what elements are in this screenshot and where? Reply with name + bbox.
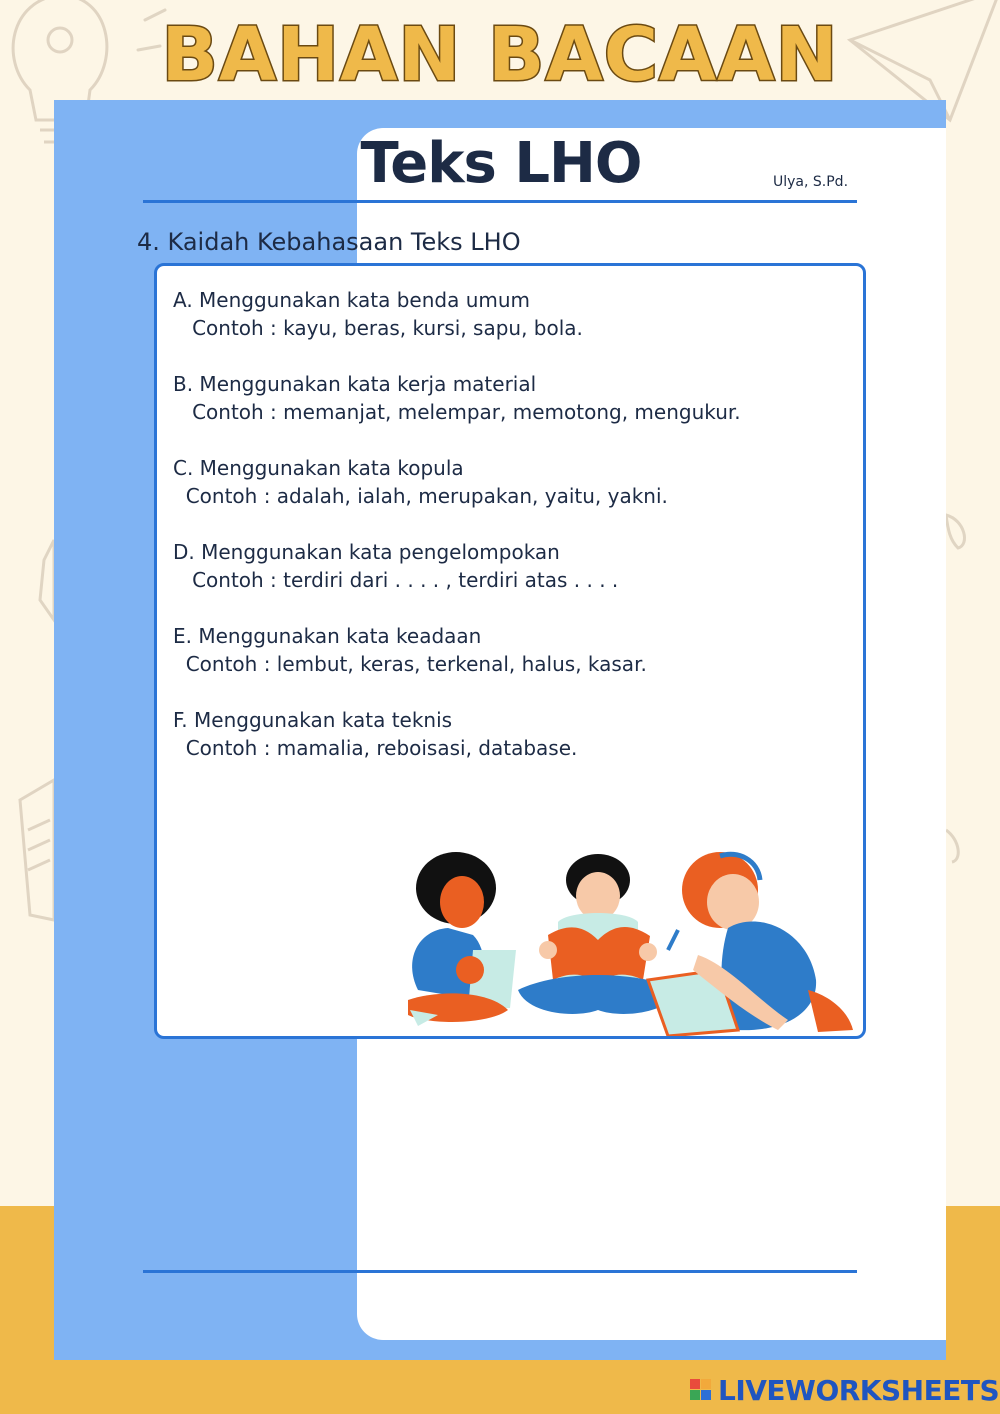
item-label: F. Menggunakan kata teknis [173, 708, 453, 732]
list-item [173, 454, 668, 510]
item-label: B. Menggunakan kata kerja material [173, 372, 537, 396]
book-icon [20, 780, 54, 920]
footer-divider [143, 1270, 857, 1273]
banner-title-text: BAHAN BACAAN [161, 12, 839, 98]
page-title: Teks LHO [360, 131, 642, 196]
liveworksheets-logo[interactable] [690, 1370, 999, 1410]
title-divider [143, 200, 857, 203]
child-left [408, 852, 516, 1026]
list-item [173, 370, 741, 426]
child-right [648, 852, 853, 1036]
list-item [173, 706, 577, 762]
section-heading: 4. Kaidah Kebahasaan Teks LHO [137, 228, 521, 256]
list-item [173, 622, 647, 678]
item-example: Contoh : adalah, ialah, merupakan, yaitu, yakni. [173, 484, 668, 508]
item-example: Contoh : memanjat, melempar, memotong, mengukur. [173, 400, 741, 424]
item-example: Contoh : kayu, beras, kursi, sapu, bola. [173, 316, 583, 340]
children-reading-illustration [398, 840, 858, 1036]
item-label: A. Menggunakan kata benda umum [173, 288, 531, 312]
item-example: Contoh : lembut, keras, terkenal, halus, kasar. [173, 652, 647, 676]
item-label: C. Menggunakan kata kopula [173, 456, 464, 480]
item-label: E. Menggunakan kata keadaan [173, 624, 482, 648]
logo-icon [690, 1379, 712, 1401]
logo-text: LIVEWORKSHEETS [718, 1373, 1000, 1407]
item-example: Contoh : terdiri dari . . . . , terdiri atas . . . . [173, 568, 619, 592]
author-name: Ulya, S.Pd. [773, 174, 849, 190]
banner-title [0, 8, 1000, 98]
list-item [173, 286, 583, 342]
list-item [173, 538, 618, 594]
item-label: D. Menggunakan kata pengelompokan [173, 540, 560, 564]
item-example: Contoh : mamalia, reboisasi, database. [173, 736, 578, 760]
